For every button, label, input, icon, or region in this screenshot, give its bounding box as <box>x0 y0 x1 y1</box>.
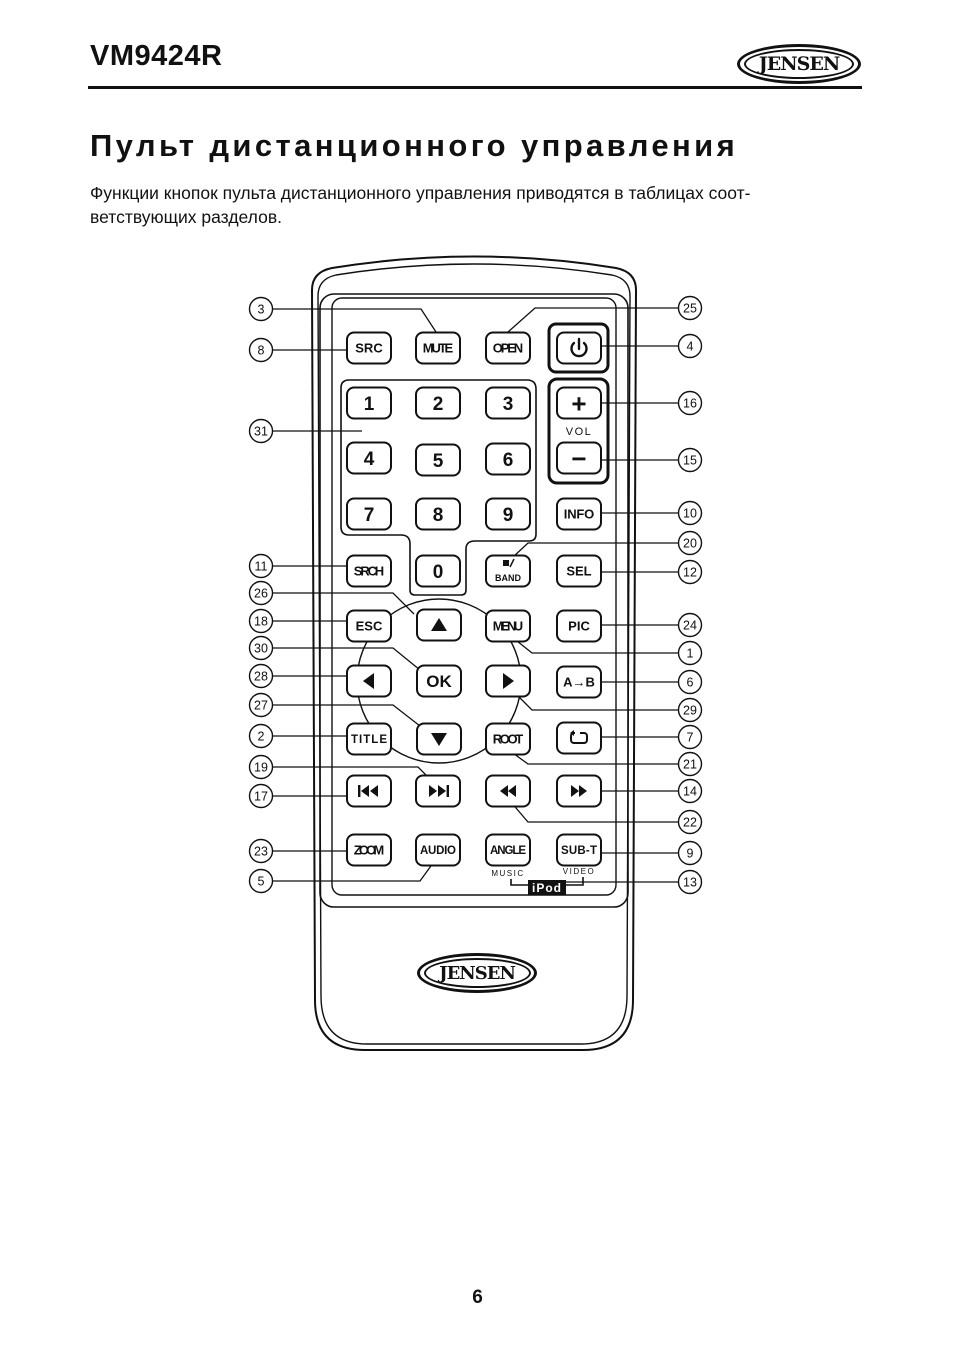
num8-button-label: 8 <box>432 504 444 526</box>
callout-number: 13 <box>683 875 697 890</box>
num1-button-label: 1 <box>363 393 375 415</box>
callout-30 <box>250 637 273 660</box>
callout-number: 24 <box>683 618 697 633</box>
mute-button-label: MUTE <box>422 340 454 356</box>
zoom-button[interactable] <box>347 835 391 866</box>
num5-button[interactable] <box>416 445 460 476</box>
num3-button[interactable] <box>486 388 530 419</box>
left-button[interactable] <box>347 666 391 697</box>
mute-button[interactable] <box>416 333 460 364</box>
callout-number: 12 <box>683 565 697 580</box>
callout-7 <box>679 726 702 749</box>
info-button[interactable] <box>557 499 601 530</box>
callout-number: 31 <box>254 424 268 439</box>
callout-11 <box>250 555 273 578</box>
audio-button-label: AUDIO <box>420 845 456 858</box>
leader-25 <box>508 308 678 332</box>
ab-button-label: A→B <box>563 674 595 690</box>
callout-21 <box>679 753 702 776</box>
repeat-icon-gap <box>575 731 580 735</box>
callout-19 <box>250 756 273 779</box>
next-button[interactable] <box>416 776 460 807</box>
callout-number: 19 <box>254 760 268 775</box>
intro-line-2: ветствующих разделов. <box>90 207 282 227</box>
callout-number: 6 <box>686 675 694 690</box>
header-logo-text: JENSEN <box>758 53 840 75</box>
vol-minus-button[interactable] <box>557 443 601 474</box>
callout-number: 8 <box>257 343 265 358</box>
num0-button[interactable] <box>416 556 460 587</box>
callout-number: 15 <box>683 453 697 468</box>
callout-29 <box>679 699 702 722</box>
sel-button[interactable] <box>557 556 601 587</box>
esc-button[interactable] <box>347 611 391 642</box>
callout-number: 29 <box>683 703 697 718</box>
callout-16 <box>679 392 702 415</box>
title-button[interactable] <box>347 724 391 755</box>
model-name: VM9424R <box>90 40 223 72</box>
callout-13 <box>679 871 702 894</box>
video-label: VIDEO <box>562 867 596 876</box>
music-label: MUSIC <box>491 869 525 878</box>
sel-button-label: SEL <box>566 563 592 579</box>
callout-number: 2 <box>257 729 265 744</box>
srch-button[interactable] <box>347 556 391 587</box>
callout-25 <box>679 297 702 320</box>
callout-number: 23 <box>254 844 268 859</box>
callout-17 <box>250 785 273 808</box>
callout-26 <box>250 582 273 605</box>
power-button[interactable] <box>557 333 601 364</box>
title-button-label: TITLE <box>351 734 387 747</box>
num2-button[interactable] <box>416 388 460 419</box>
open-button-label: OPEN <box>492 340 524 356</box>
callout-number: 14 <box>683 784 697 799</box>
root-button[interactable] <box>486 724 530 755</box>
leader-30 <box>273 648 420 670</box>
num9-button-label: 9 <box>502 504 514 526</box>
num2-button-label: 2 <box>432 393 444 415</box>
esc-button-label: ESC <box>355 618 383 634</box>
callout-9 <box>679 842 702 865</box>
callout-4 <box>679 335 702 358</box>
num0-button-label: 0 <box>432 561 444 583</box>
callout-8 <box>250 339 273 362</box>
band-button-label: BAND <box>495 573 521 583</box>
remote-logo-text: JENSEN <box>439 962 515 984</box>
ipod-label: iPod <box>532 881 562 895</box>
callout-6 <box>679 671 702 694</box>
ok-button[interactable] <box>417 666 461 697</box>
callout-5 <box>250 870 273 893</box>
callout-3 <box>250 298 273 321</box>
num3-button-label: 3 <box>502 393 514 415</box>
callout-number: 28 <box>254 669 268 684</box>
callout-2 <box>250 725 273 748</box>
callout-18 <box>250 610 273 633</box>
callout-number: 27 <box>254 698 268 713</box>
right-button[interactable] <box>486 666 530 697</box>
callout-number: 26 <box>254 586 268 601</box>
vol-plus-button-label: + <box>571 388 587 419</box>
callout-10 <box>679 502 702 525</box>
callout-number: 11 <box>254 559 268 574</box>
callout-number: 5 <box>257 874 265 889</box>
callout-number: 7 <box>686 730 694 745</box>
prev-button[interactable] <box>347 776 391 807</box>
callout-20 <box>679 532 702 555</box>
callout-number: 16 <box>683 396 697 411</box>
remote-logo <box>417 953 537 993</box>
up-button[interactable] <box>417 610 461 641</box>
num5-button-label: 5 <box>432 450 444 472</box>
remote-labels <box>491 426 595 895</box>
pic-button[interactable] <box>557 611 601 642</box>
srch-button-label: SRCH <box>353 563 385 579</box>
callout-12 <box>679 561 702 584</box>
num4-button-label: 4 <box>363 448 375 470</box>
src-button[interactable] <box>347 333 391 364</box>
menu-button-label: MENU <box>492 618 524 634</box>
subt-button[interactable] <box>557 835 601 866</box>
num7-button[interactable] <box>347 499 391 530</box>
callout-leaders <box>273 308 678 882</box>
ab-button[interactable] <box>557 667 601 698</box>
callout-23 <box>250 840 273 863</box>
callout-22 <box>679 811 702 834</box>
callout-number: 30 <box>254 641 268 656</box>
leader-3 <box>273 309 436 332</box>
page-number: 6 <box>472 1287 483 1308</box>
num6-button-label: 6 <box>502 449 514 471</box>
callout-27 <box>250 694 273 717</box>
stop-icon <box>503 560 509 566</box>
leader-27 <box>273 705 420 726</box>
callout-number: 17 <box>254 789 268 804</box>
num6-button[interactable] <box>486 444 530 475</box>
src-button-label: SRC <box>355 340 383 356</box>
callout-number: 18 <box>254 614 268 629</box>
band-button[interactable] <box>486 556 530 587</box>
leader-26 <box>273 593 414 614</box>
callout-number: 9 <box>686 846 694 861</box>
menu-button[interactable] <box>486 611 530 642</box>
audio-button[interactable] <box>416 835 460 866</box>
callout-15 <box>679 449 702 472</box>
rew-button[interactable] <box>486 776 530 807</box>
callout-number: 21 <box>683 757 697 772</box>
skip-previous-bar <box>358 785 360 797</box>
skip-next-bar <box>447 785 449 797</box>
num1-button[interactable] <box>347 388 391 419</box>
repeat-button[interactable] <box>557 723 601 754</box>
callout-number: 22 <box>683 815 697 830</box>
num8-button[interactable] <box>416 499 460 530</box>
callout-24 <box>679 614 702 637</box>
intro-line-1: Функции кнопок пульта дистанционного управления приводятся в таблицах соот- <box>90 183 751 203</box>
ff-button[interactable] <box>557 776 601 807</box>
callout-14 <box>679 780 702 803</box>
callout-number: 4 <box>686 339 694 354</box>
angle-button[interactable] <box>486 835 530 866</box>
callout-1 <box>679 642 702 665</box>
page-title: Пульт дистанционного управления <box>90 128 739 163</box>
callout-number: 10 <box>683 506 697 521</box>
callout-number: 20 <box>683 536 697 551</box>
vol-minus-button-label: − <box>571 443 587 474</box>
num9-button[interactable] <box>486 499 530 530</box>
info-button-label: INFO <box>563 506 595 522</box>
zoom-button-label: ZOOM <box>353 842 385 858</box>
angle-button-label: ANGLE <box>490 845 526 858</box>
subt-button-label: SUB-T <box>561 845 597 858</box>
remote-buttons <box>347 333 601 866</box>
vol-plus-button[interactable] <box>557 388 601 419</box>
callout-number: 25 <box>683 301 697 316</box>
callout-number: 3 <box>257 302 265 317</box>
down-button[interactable] <box>417 724 461 755</box>
num4-button[interactable] <box>347 443 391 474</box>
callout-number: 1 <box>686 646 694 661</box>
open-button[interactable] <box>486 333 530 364</box>
ok-button-label: OK <box>426 672 452 692</box>
num7-button-label: 7 <box>363 504 375 526</box>
pic-button-label: PIC <box>568 618 590 634</box>
vol-label: VOL <box>565 426 593 438</box>
repeat-button-outline <box>557 723 601 754</box>
root-button-label: ROOT <box>492 731 524 747</box>
callout-28 <box>250 665 273 688</box>
callout-31 <box>250 420 273 443</box>
